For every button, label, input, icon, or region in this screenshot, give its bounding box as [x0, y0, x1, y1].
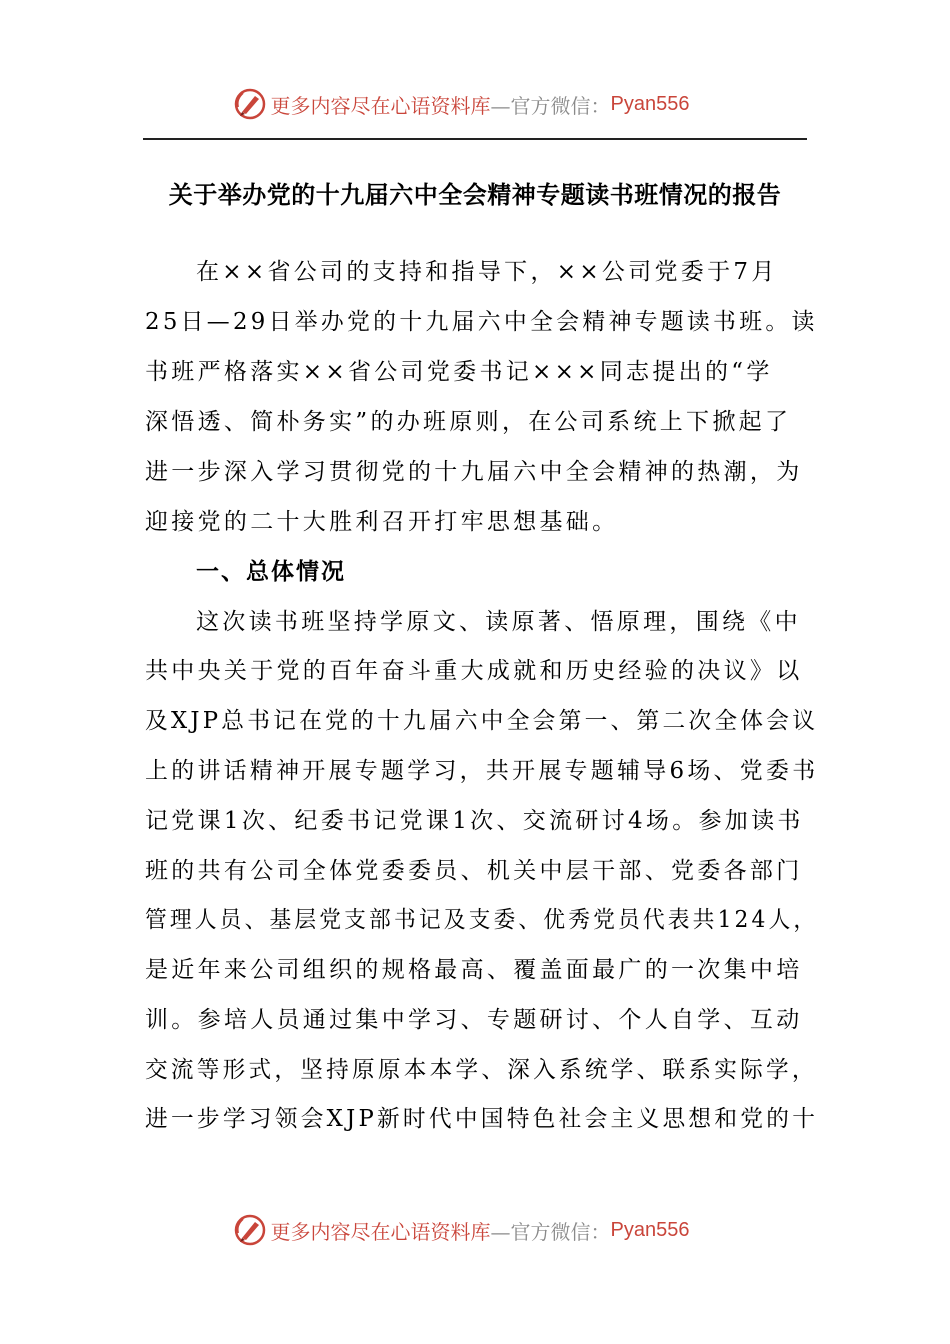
header-divider: [143, 138, 807, 140]
watermark-label: —官方微信：: [490, 1219, 611, 1244]
watermark-wechat-id: Pyan556: [610, 92, 690, 115]
text-line: 是近年来公司组织的规格最高、覆盖面最广的一次集中培: [145, 957, 803, 983]
pen-logo-icon: [233, 87, 267, 121]
watermark-text: 更多内容尽在心语资料库: [270, 93, 491, 118]
text-line: 及XJP总书记在党的十九届六中全会第一、第二次全体会议: [145, 708, 819, 734]
text-line: 记党课1次、纪委书记党课1次、交流研讨4场。参加读书: [145, 808, 804, 834]
text-line: 班的共有公司全体党委委员、机关中层干部、党委各部门: [145, 858, 803, 884]
text-line: 深悟透、简朴务实”的办班原则，在公司系统上下掀起了: [145, 409, 792, 435]
footer-watermark: [0, 1208, 950, 1252]
watermark-label: —官方微信：: [490, 93, 611, 118]
text-line: 书班严格落实××省公司党委书记×××同志提出的“学: [145, 359, 773, 385]
section-heading: 一、总体情况: [196, 559, 346, 585]
text-line: 进一步学习领会XJP新时代中国特色社会主义思想和党的十: [145, 1106, 819, 1132]
text-line: 迎接党的二十大胜利召开打牢思想基础。: [145, 509, 619, 535]
text-line: 25日—29日举办党的十九届六中全会精神专题读书班。读: [145, 309, 818, 335]
watermark-text: 更多内容尽在心语资料库: [270, 1219, 491, 1244]
text-line: 进一步深入学习贯彻党的十九届六中全会精神的热潮，为: [145, 459, 803, 485]
header-watermark: [0, 82, 950, 126]
text-line: 在××省公司的支持和指导下，××公司党委于7月: [196, 259, 778, 285]
text-line: 训。参培人员通过集中学习、专题研讨、个人自学、互动: [145, 1007, 803, 1033]
text-line: 这次读书班坚持学原文、读原著、悟原理，围绕《中: [196, 609, 801, 635]
text-line: 上的讲话精神开展专题学习，共开展专题辅导6场、党委书: [145, 758, 819, 784]
text-line: 管理人员、基层党支部书记及支委、优秀党员代表共124人，: [145, 907, 819, 933]
watermark-wechat-id: Pyan556: [610, 1218, 690, 1241]
text-line: 共中央关于党的百年奋斗重大成就和历史经验的决议》以: [145, 658, 803, 684]
text-line: 交流等形式，坚持原原本本学、深入系统学、联系实际学，: [145, 1057, 818, 1083]
document-title: 关于举办党的十九届六中全会精神专题读书班情况的报告: [168, 181, 782, 209]
pen-logo-icon: [233, 1213, 267, 1247]
